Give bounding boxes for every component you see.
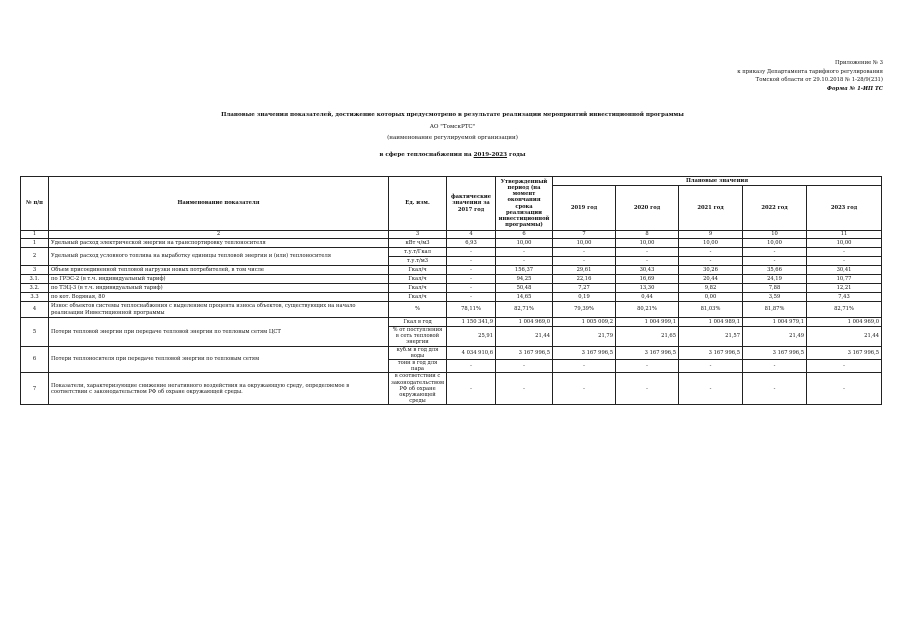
organization-caption: (наименование регулируемой организации) xyxy=(387,135,518,141)
row-number: 4 xyxy=(21,302,49,318)
value-cell: - xyxy=(807,248,882,257)
value-cell: - xyxy=(496,373,553,405)
indicator-name: по ГРЭС-2 (в т.ч. индивидуальный тариф) xyxy=(49,275,389,284)
value-cell: 3 167 996,5 xyxy=(616,346,679,359)
value-cell: 156,37 xyxy=(496,266,553,275)
value-cell: 9,82 xyxy=(679,284,743,293)
column-number: 2 xyxy=(49,231,389,239)
organization-name: АО "ТомскРТС" xyxy=(429,124,476,130)
column-number: 1 xyxy=(21,231,49,239)
value-cell: 21,79 xyxy=(553,327,616,347)
unit-cell: % от поступления в сеть тепловой энергии xyxy=(389,327,447,347)
value-cell: 1 004 999,1 xyxy=(616,318,679,327)
value-cell: - xyxy=(447,360,496,373)
value-cell: 50,48 xyxy=(496,284,553,293)
value-cell: 10,00 xyxy=(496,239,553,248)
value-cell: - xyxy=(807,360,882,373)
column-number: 6 xyxy=(496,231,553,239)
value-cell: 10,00 xyxy=(807,239,882,248)
value-cell: 21,65 xyxy=(616,327,679,347)
header-planned-values: Плановые значения xyxy=(553,177,882,186)
value-cell: 0,44 xyxy=(616,293,679,302)
header-fact-2017: фактические значения за 2017 год xyxy=(447,177,496,231)
column-number: 4 xyxy=(447,231,496,239)
row-number: 3.1. xyxy=(21,275,49,284)
value-cell: 1 004 979,1 xyxy=(743,318,807,327)
table-row xyxy=(21,373,882,405)
value-cell: 3 167 996,5 xyxy=(743,346,807,359)
value-cell: 22,16 xyxy=(553,275,616,284)
indicators-table xyxy=(20,176,882,405)
value-cell: 13,30 xyxy=(616,284,679,293)
value-cell: - xyxy=(616,248,679,257)
value-cell: - xyxy=(447,284,496,293)
value-cell: 3 167 996,5 xyxy=(496,346,553,359)
unit-cell: т.у.т/м3 xyxy=(389,257,447,266)
row-number: 3.2. xyxy=(21,284,49,293)
value-cell: - xyxy=(616,373,679,405)
value-cell: 10,00 xyxy=(616,239,679,248)
indicator-name: Показатели, характеризующие снижение негативного воздействия на окружающую среду, определяемое в соответствии с законодательством РФ об охране окружающей среды. xyxy=(49,373,389,405)
value-cell: - xyxy=(553,373,616,405)
table-row xyxy=(21,284,882,293)
form-number: Форма № 1-ИП ТС xyxy=(826,86,883,93)
value-cell: 3,59 xyxy=(743,293,807,302)
value-cell: 7,88 xyxy=(743,284,807,293)
indicator-name: по ТЭЦ-3 (в т.ч. индивидуальный тариф) xyxy=(49,284,389,293)
value-cell: - xyxy=(743,248,807,257)
column-number: 8 xyxy=(616,231,679,239)
indicator-name: Износ объектов системы теплоснабжения с выделением процента износа объектов, существующих на начало реализации Инвестиционной программы xyxy=(49,302,389,318)
indicator-name: Потери теплоносителя при передаче тепловой энергии по тепловым сетям xyxy=(49,346,389,373)
value-cell: 35,66 xyxy=(743,266,807,275)
value-cell: - xyxy=(616,257,679,266)
header-year: 2023 год xyxy=(807,186,882,231)
value-cell: - xyxy=(807,373,882,405)
value-cell: - xyxy=(743,373,807,405)
value-cell: 80,21% xyxy=(616,302,679,318)
header-number: № п/п xyxy=(21,177,49,231)
value-cell: 21,49 xyxy=(743,327,807,347)
value-cell: 10,00 xyxy=(679,239,743,248)
value-cell: 21,44 xyxy=(496,327,553,347)
table-row xyxy=(21,346,882,359)
order-reference: к приказу Департамента тарифного регулирования xyxy=(737,68,883,75)
unit-cell: Гкал/ч xyxy=(389,284,447,293)
value-cell: - xyxy=(447,257,496,266)
value-cell: 25,91 xyxy=(447,327,496,347)
value-cell: - xyxy=(679,257,743,266)
value-cell: - xyxy=(553,257,616,266)
value-cell: 4 034 910,6 xyxy=(447,346,496,359)
value-cell: 14,65 xyxy=(496,293,553,302)
value-cell: 81,03% xyxy=(679,302,743,318)
table-row xyxy=(21,275,882,284)
value-cell: 16,69 xyxy=(616,275,679,284)
row-number: 1 xyxy=(21,239,49,248)
value-cell: 3 167 996,5 xyxy=(679,346,743,359)
appendix-header xyxy=(737,59,883,94)
value-cell: 30,41 xyxy=(807,266,882,275)
value-cell: 78,11% xyxy=(447,302,496,318)
order-date: Томской области от 29.10.2018 № 1-28/9(231) xyxy=(755,77,883,84)
value-cell: - xyxy=(807,257,882,266)
value-cell: - xyxy=(743,360,807,373)
unit-cell: тонн в год для пара xyxy=(389,360,447,373)
value-cell: - xyxy=(447,275,496,284)
header-year: 2019 год xyxy=(553,186,616,231)
header-year: 2022 год xyxy=(743,186,807,231)
value-cell: 82,71% xyxy=(496,302,553,318)
row-number: 5 xyxy=(21,318,49,347)
indicator-name: Удельный расход электрической энергии на транспортировку теплоносителя xyxy=(49,239,389,248)
indicator-name: Удельный расход условного топлива на выработку единицы тепловой энергии и (или) теплоносителя xyxy=(49,248,389,266)
value-cell: 7,27 xyxy=(553,284,616,293)
unit-cell: Гкал/ч xyxy=(389,293,447,302)
table-row xyxy=(21,239,882,248)
header-approved-period: Утвержденный период (на момент окончания срока реализации инвестиционной программы) xyxy=(496,177,553,231)
value-cell: 7,43 xyxy=(807,293,882,302)
indicator-name: Объем присоединенной тепловой нагрузки новых потребителей, в том числе xyxy=(49,266,389,275)
value-cell: 20,44 xyxy=(679,275,743,284)
value-cell: 3 167 996,5 xyxy=(807,346,882,359)
value-cell: 10,77 xyxy=(807,275,882,284)
header-year: 2021 год xyxy=(679,186,743,231)
value-cell: 29,61 xyxy=(553,266,616,275)
value-cell: 3 167 996,5 xyxy=(553,346,616,359)
value-cell: - xyxy=(553,360,616,373)
unit-cell: куб.м в год для воды xyxy=(389,346,447,359)
value-cell: 1 004 969,0 xyxy=(807,318,882,327)
value-cell: - xyxy=(553,248,616,257)
scope-line xyxy=(0,152,905,158)
unit-cell: % xyxy=(389,302,447,318)
unit-cell: Гкал/ч xyxy=(389,266,447,275)
table-row xyxy=(21,318,882,327)
value-cell: 6,93 xyxy=(447,239,496,248)
value-cell: 1 004 969,0 xyxy=(496,318,553,327)
indicator-name: Потери тепловой энергии при передаче тепловой энергии по тепловым сетям ЦСТ xyxy=(49,318,389,347)
value-cell: 1 150 341,9 xyxy=(447,318,496,327)
column-number: 9 xyxy=(679,231,743,239)
document-title: Плановые значения показателей, достижение которых предусмотрено в результате реализации мероприятий инвестиционной программы xyxy=(221,112,684,118)
value-cell: 79,39% xyxy=(553,302,616,318)
unit-cell: кВт ч/м3 xyxy=(389,239,447,248)
value-cell: - xyxy=(447,293,496,302)
table-row xyxy=(21,248,882,257)
scope-prefix: в сфере теплоснабжения на xyxy=(379,152,474,158)
column-number-row xyxy=(21,231,882,239)
value-cell: - xyxy=(496,360,553,373)
table-row xyxy=(21,266,882,275)
column-number: 3 xyxy=(389,231,447,239)
value-cell: 10,00 xyxy=(743,239,807,248)
value-cell: 21,57 xyxy=(679,327,743,347)
value-cell: - xyxy=(496,257,553,266)
appendix-number: Приложение № 3 xyxy=(834,60,883,66)
scope-suffix: годы xyxy=(507,152,526,158)
value-cell: - xyxy=(679,373,743,405)
value-cell: - xyxy=(447,248,496,257)
row-number: 3 xyxy=(21,266,49,275)
unit-cell: т.у.т/Гкал xyxy=(389,248,447,257)
scope-years: 2019-2023 xyxy=(473,152,508,158)
unit-cell: Гкал в год xyxy=(389,318,447,327)
column-number: 7 xyxy=(553,231,616,239)
value-cell: 21,44 xyxy=(807,327,882,347)
value-cell: 82,71% xyxy=(807,302,882,318)
row-number: 2 xyxy=(21,248,49,266)
header-indicator-name: Наименование показателя xyxy=(49,177,389,231)
row-number: 3.3 xyxy=(21,293,49,302)
indicator-name: по кот. Водяная, 80 xyxy=(49,293,389,302)
value-cell: - xyxy=(496,248,553,257)
value-cell: 94,25 xyxy=(496,275,553,284)
value-cell: 0,00 xyxy=(679,293,743,302)
header-year: 2020 год xyxy=(616,186,679,231)
table-row xyxy=(21,302,882,318)
value-cell: 12,21 xyxy=(807,284,882,293)
value-cell: 1 004 989,1 xyxy=(679,318,743,327)
value-cell: 10,00 xyxy=(553,239,616,248)
value-cell: 0,19 xyxy=(553,293,616,302)
unit-cell: в соответствии с законодательством РФ об охране окружающей среды xyxy=(389,373,447,405)
value-cell: - xyxy=(447,266,496,275)
value-cell: 30,43 xyxy=(616,266,679,275)
value-cell: 24,19 xyxy=(743,275,807,284)
column-number: 11 xyxy=(807,231,882,239)
value-cell: - xyxy=(616,360,679,373)
table-row xyxy=(21,293,882,302)
value-cell: - xyxy=(447,373,496,405)
value-cell: - xyxy=(679,360,743,373)
value-cell: 30,26 xyxy=(679,266,743,275)
value-cell: - xyxy=(679,248,743,257)
row-number: 7 xyxy=(21,373,49,405)
column-number: 10 xyxy=(743,231,807,239)
value-cell: 81,87% xyxy=(743,302,807,318)
row-number: 6 xyxy=(21,346,49,373)
unit-cell: Гкал/ч xyxy=(389,275,447,284)
value-cell: 1 005 009,2 xyxy=(553,318,616,327)
header-unit: Ед. изм. xyxy=(389,177,447,231)
value-cell: - xyxy=(743,257,807,266)
